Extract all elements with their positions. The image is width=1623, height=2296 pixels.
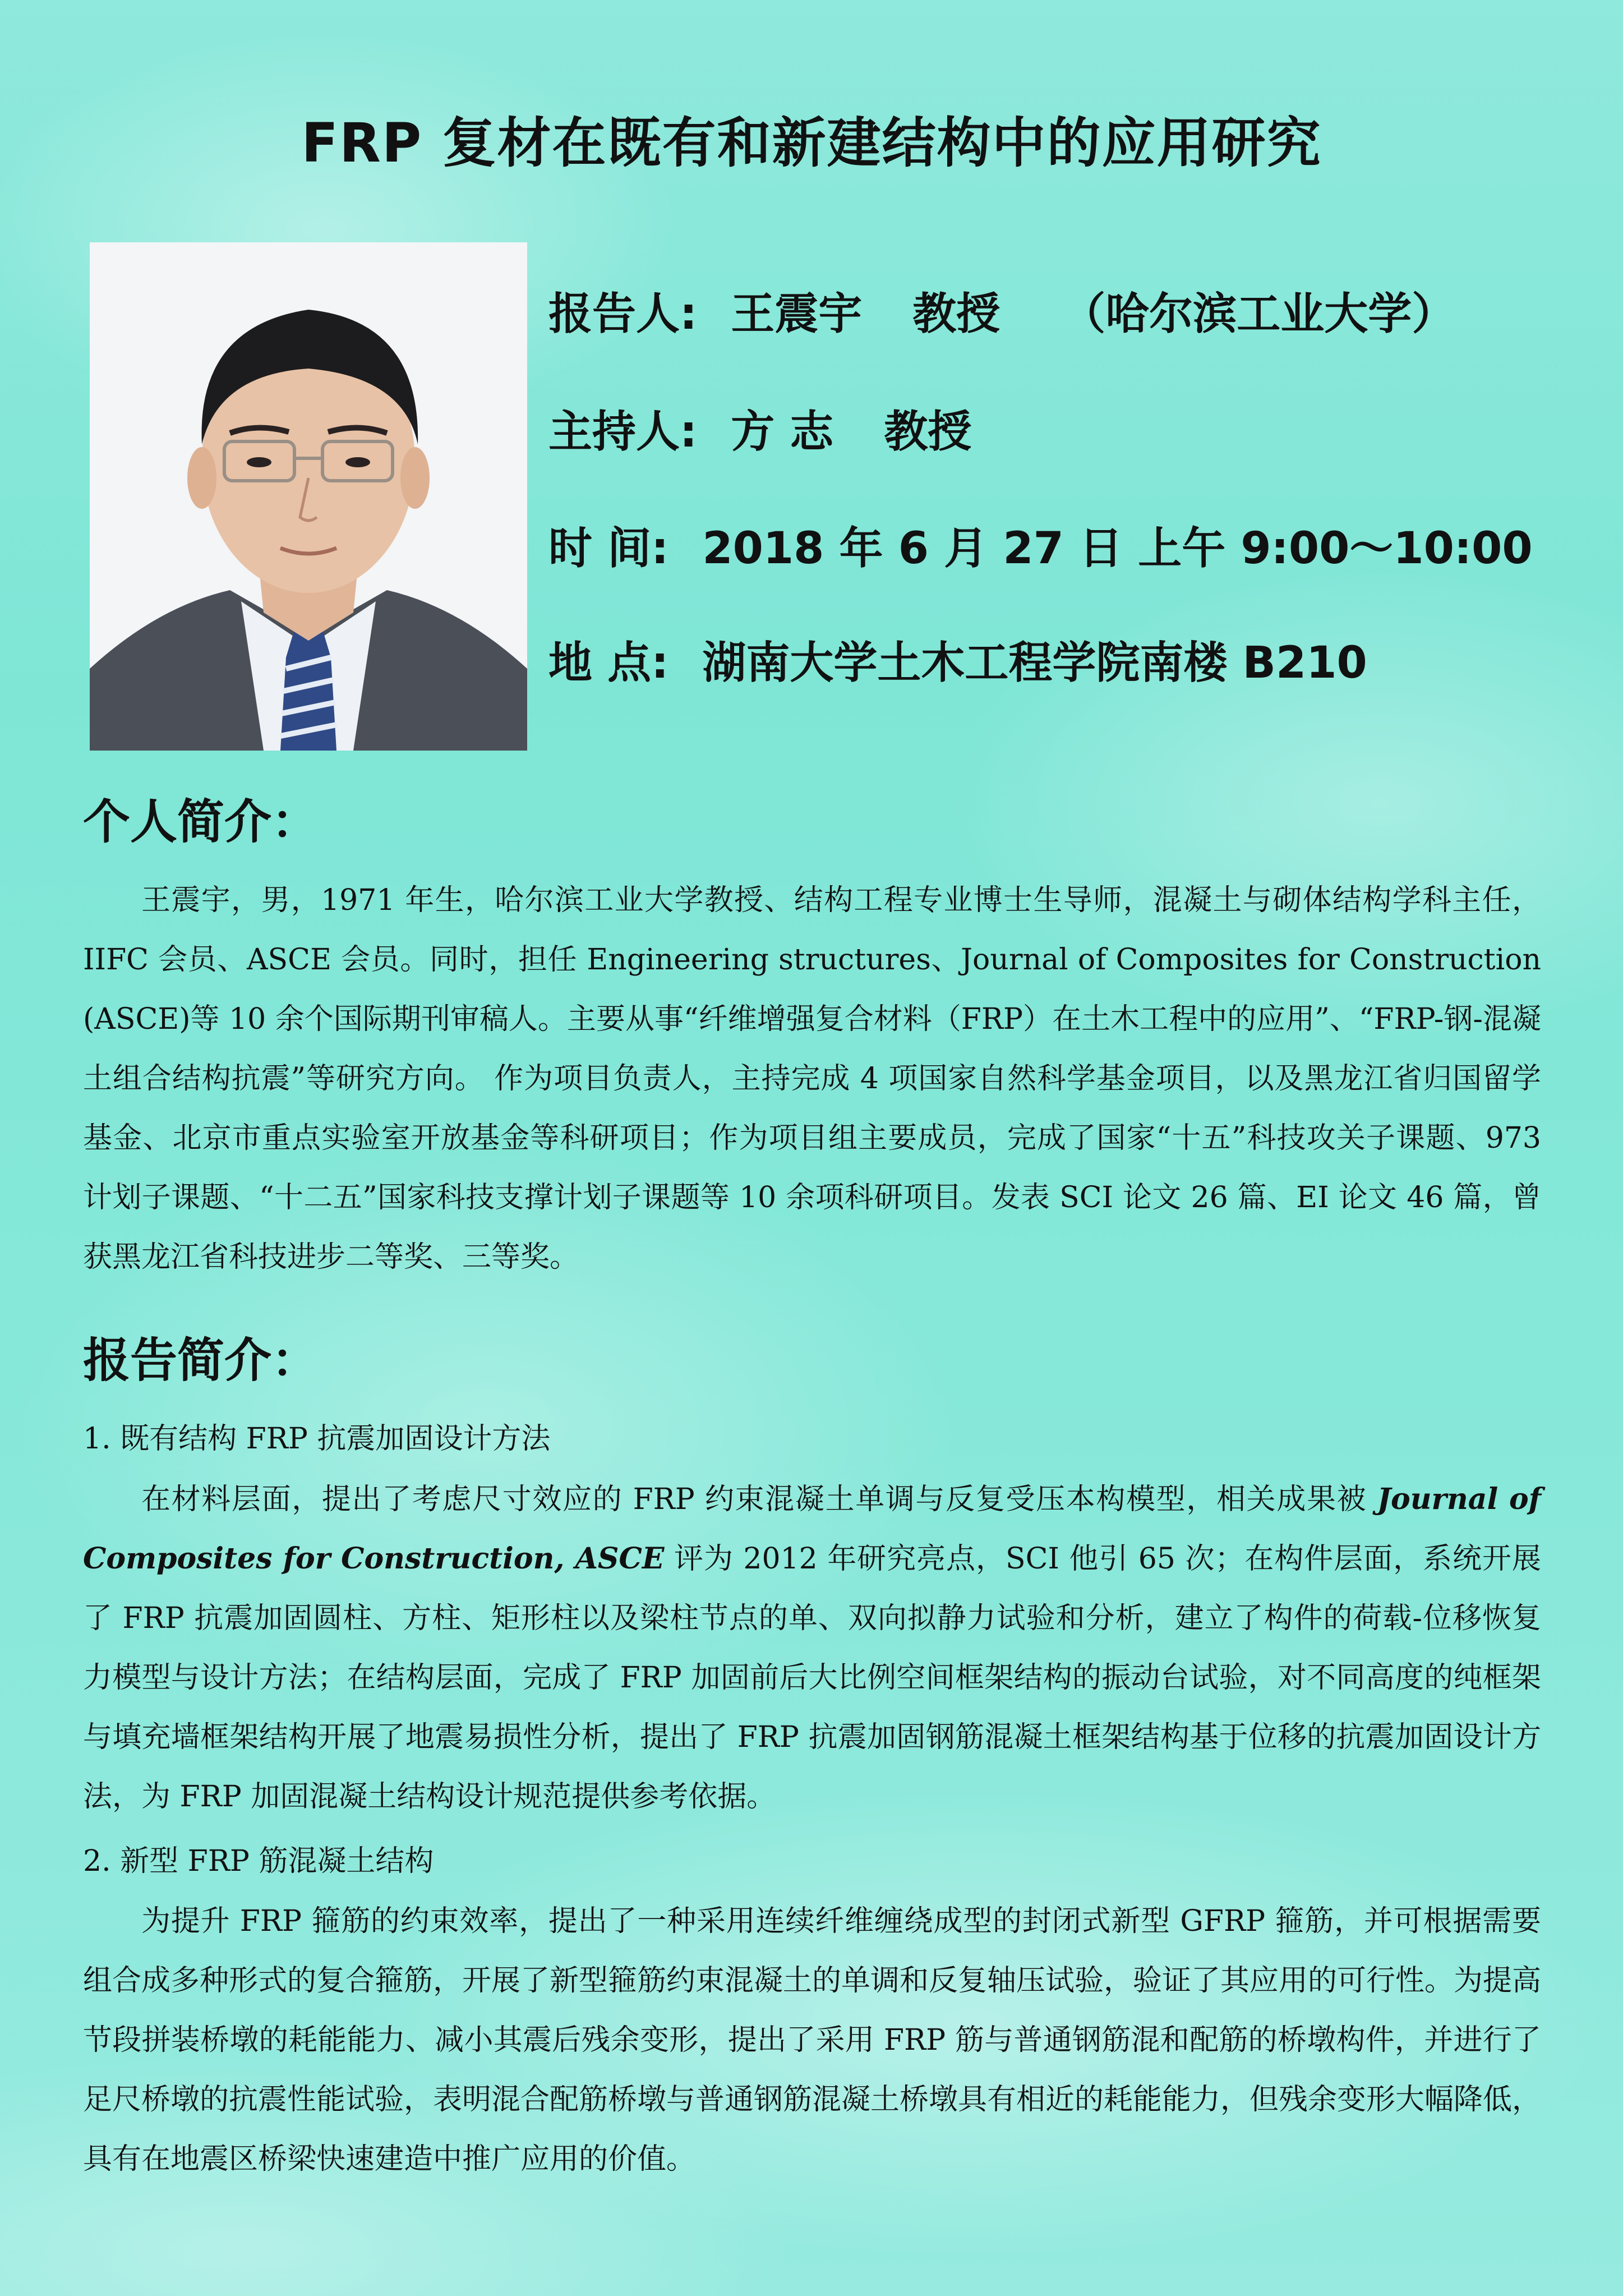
speaker-row [548,286,1455,342]
speaker-title: 教授 [912,289,1000,339]
time-row [548,521,1533,577]
bio-heading: 个人简介： [83,794,319,849]
talk-section1-paragraph [83,1470,1541,1826]
time-value: 2018 年 6 月 27 日 上午 9:00～10:00 [702,523,1533,574]
place-row [548,635,1367,691]
speaker-affiliation: （哈尔滨工业大学） [1062,289,1456,339]
host-label: 主持人: [548,407,698,457]
talk-section1-text-b: 评为 2012 年研究亮点，SCI 他引 65 次；在构件层面，系统开展了 FRP 抗震加固圆柱、方柱、矩形柱以及梁柱节点的单、双向拟静力试验和分析，建立了构件的荷载-位移恢复力模型与设计方法；在结构层面，完成了 FRP 加固前后大比例空间框架结构的振动台试验，对不同高度的纯框架与填充墙框架结构开展了地震易损性分析，提出了 FRP 抗震加固钢筋混凝土框架结构基于位移的抗震加固设计方法，为 FRP 加固混凝土结构设计规范提供参考依据。 [83,1542,1542,1814]
place-label: 地 点: [548,638,669,688]
page-title: FRP 复材在既有和新建结构中的应用研究 [301,112,1322,174]
host-row [548,404,971,460]
talk-section2-paragraph: 为提升 FRP 箍筋的约束效率，提出了一种采用连续纤维缠绕成型的封闭式新型 GFRP 箍筋，并可根据需要组合成多种形式的复合箍筋，开展了新型箍筋约束混凝土的单调和反复轴压试验，验证了其应用的可行性。为提高节段拼装桥墩的耗能能力、减小其震后残余变形，提出了采用 FRP 筋与普通钢筋混和配筋的桥墩构件，并进行了足尺桥墩的抗震性能试验，表明混合配筋桥墩与普通钢筋混凝土桥墩具有相近的耗能能力，但残余变形大幅降低，具有在地震区桥梁快速建造中推广应用的价值。 [83,1904,1542,2176]
talk-heading: 报告简介： [83,1333,319,1388]
time-label: 时 间: [548,523,669,574]
journal-name: Journal of Composites for Construction, ASCE [83,1482,1542,1576]
talk-section2-heading: 2. 新型 FRP 筋混凝土结构 [83,1844,434,1878]
speaker-portrait [90,242,527,751]
place-value: 湖南大学土木工程学院南楼 B210 [702,638,1367,688]
speaker-name: 王震宇 [731,289,863,339]
talk-section1-text-a: 在材料层面，提出了考虑尺寸效应的 FRP 约束混凝土单调与反复受压本构模型，相关成果被 [141,1483,1377,1516]
host-name: 方 志 [731,407,834,457]
speaker-label: 报告人: [548,289,698,339]
host-title: 教授 [884,407,972,457]
talk-section1-heading: 1. 既有结构 FRP 抗震加固设计方法 [83,1422,551,1456]
bio-paragraph: 王震宇，男，1971 年生，哈尔滨工业大学教授、结构工程专业博士生导师，混凝土与砌体结构学科主任，IIFC 会员、ASCE 会员。同时，担任 Engineering structures、Journal of Composites for Construction (ASCE)等 10 余个国际期刊审稿人。主要从事“纤维增强复合材料（FRP）在土木工程中的应用”、“FRP-钢-混凝土组合结构抗震”等研究方向。 作为项目负责人，主持完成 4 项国家自然科学基金项目，以及黑龙江省归国留学基金、北京市重点实验室开放基金等科研项目；作为项目组主要成员，完成了国家“十五”科技攻关子课题、973 计划子课题、“十二五”国家科技支撑计划子课题等 10 余项科研项目。发表 SCI 论文 26 篇、EI 论文 46 篇，曾获黑龙江省科技进步二等奖、三等奖。 [83,884,1541,1274]
